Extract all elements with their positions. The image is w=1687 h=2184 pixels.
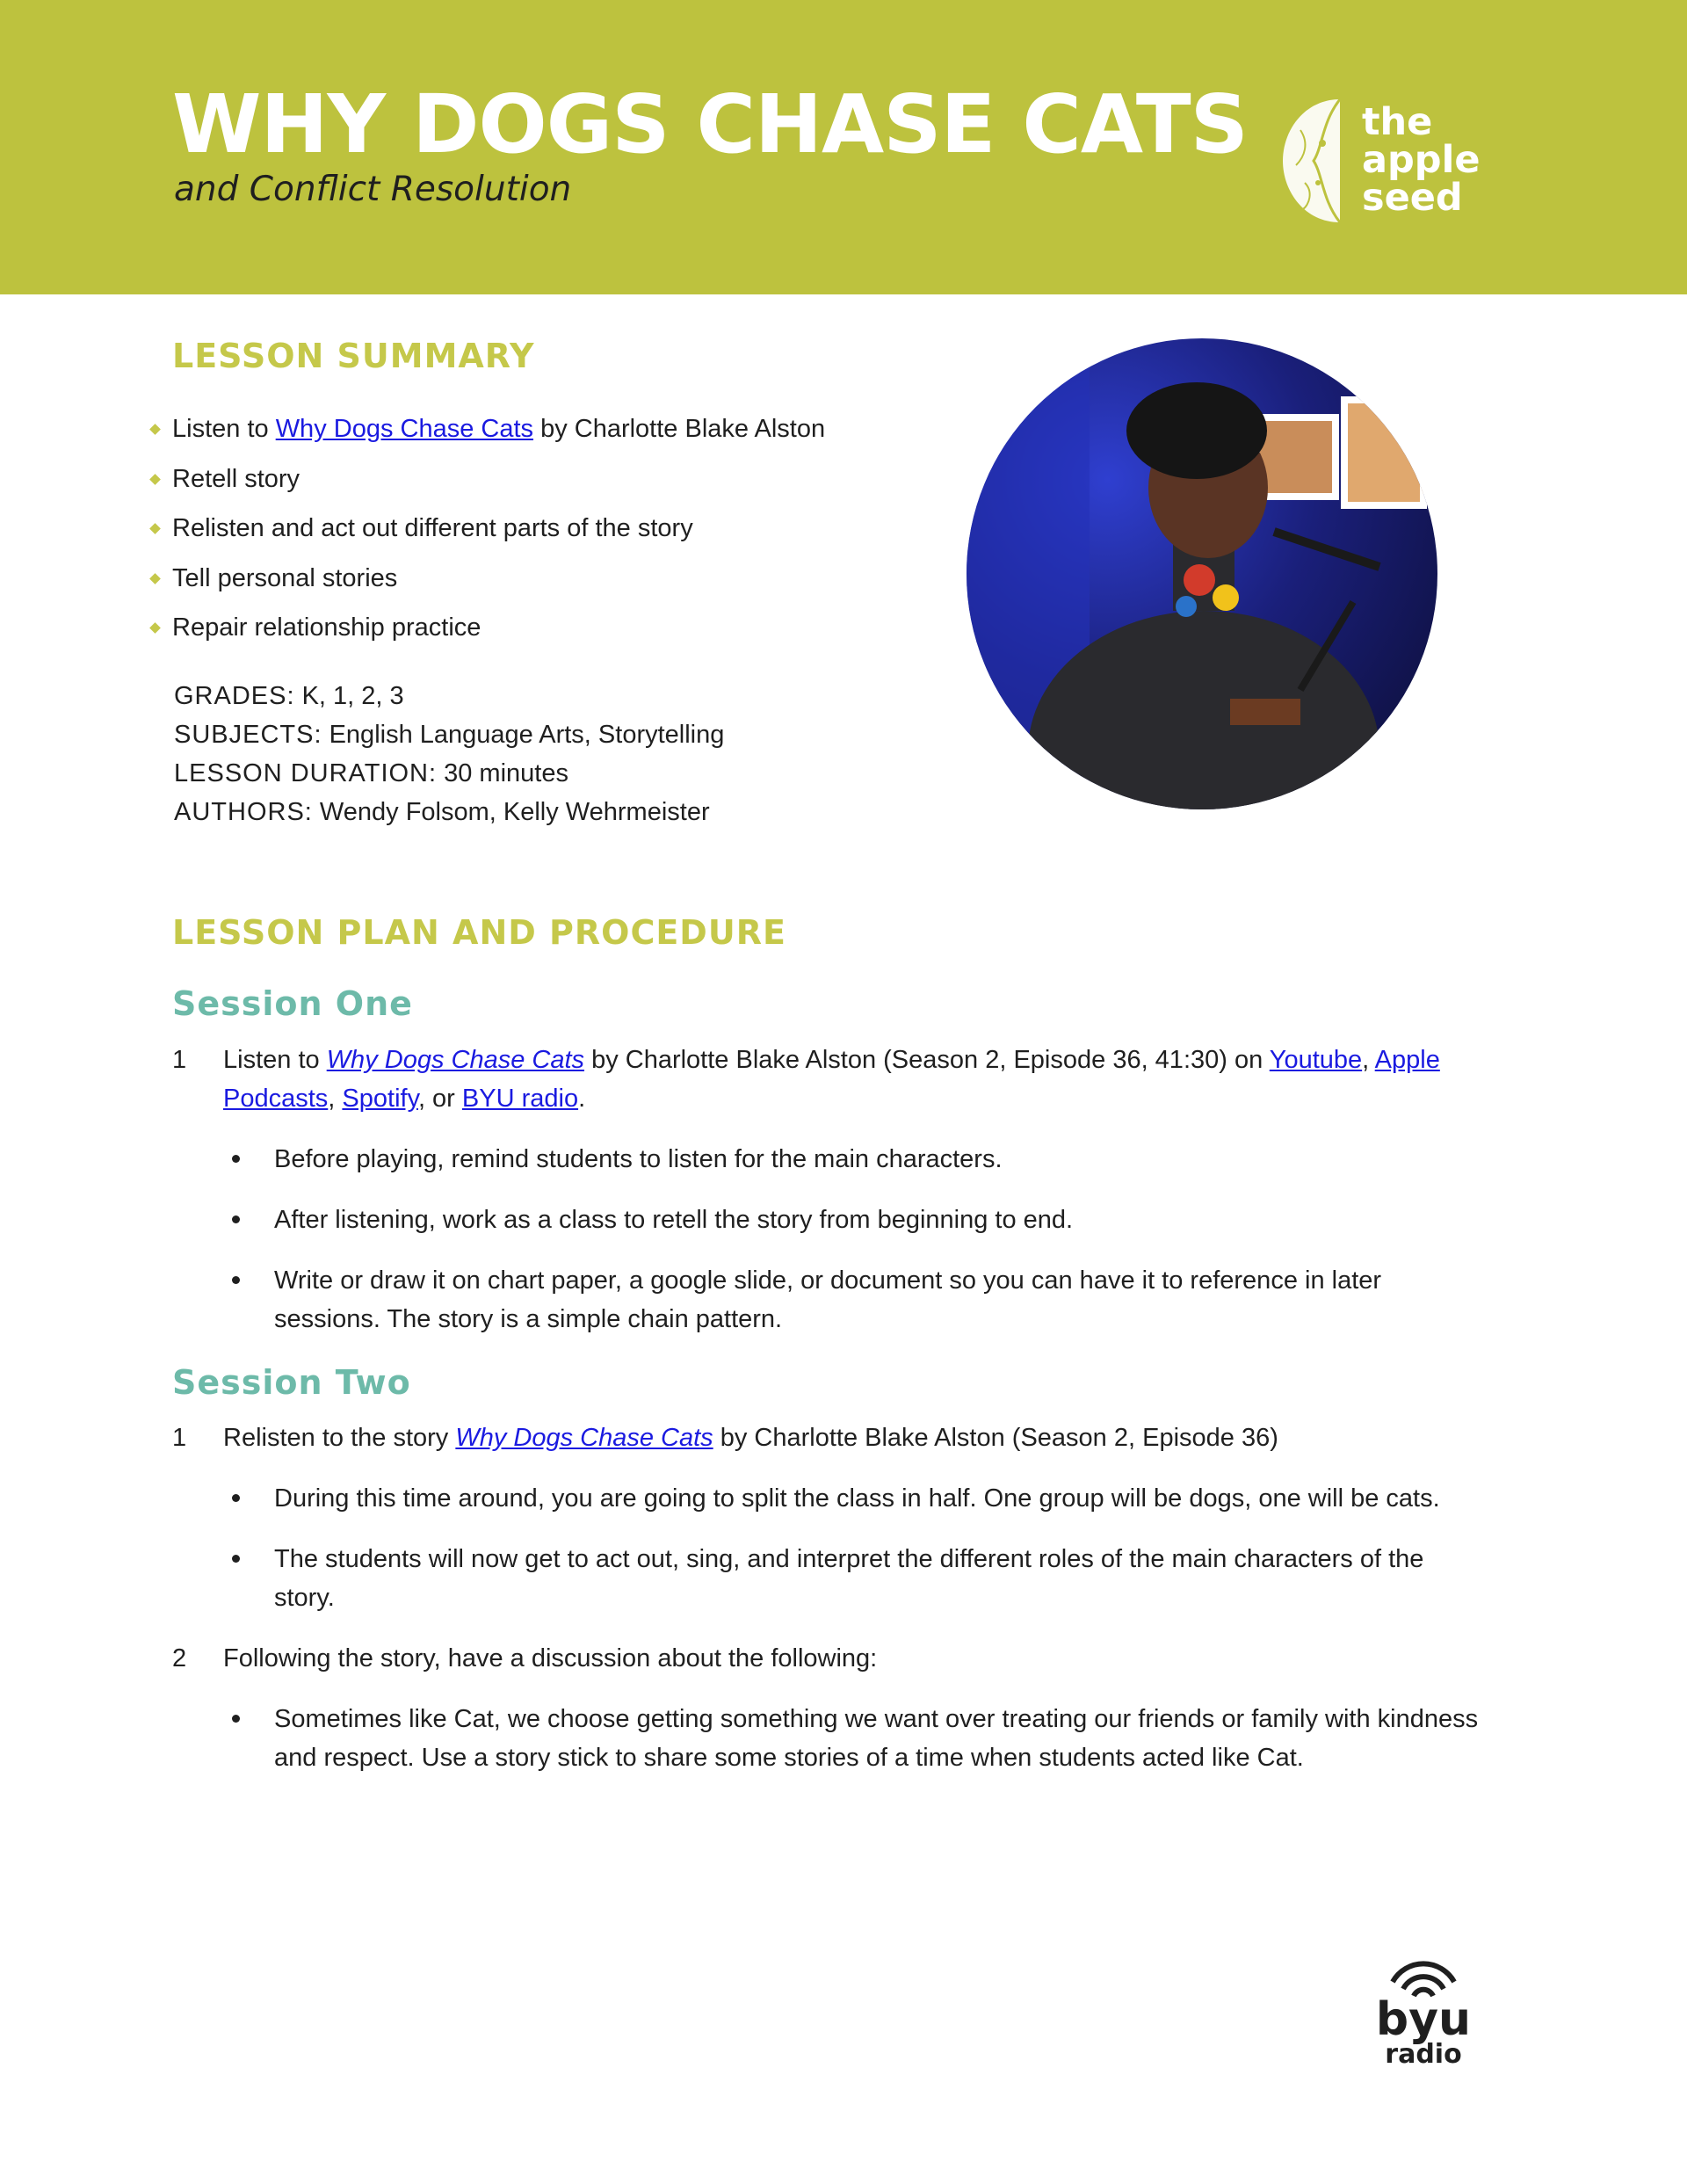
storyteller-illustration (967, 338, 1437, 809)
step-text: , (328, 1085, 343, 1113)
sub-bullet-text: The students will now get to act out, sing, and interpret the different roles of the main characters of the story. (274, 1545, 1424, 1612)
step-number: 1 (172, 1424, 187, 1452)
sub-bullet-text: Sometimes like Cat, we choose getting something we want over treating our friends or family with kindness and respect. Use a story stick to share some stories of a time when students acted like Cat. (274, 1705, 1479, 1772)
summary-item (148, 454, 825, 504)
step-number: 2 (172, 1644, 187, 1672)
logo-line-2: apple (1362, 138, 1481, 182)
spotify-link[interactable]: Spotify (342, 1085, 418, 1113)
lesson-summary-heading: LESSON SUMMARY (172, 337, 535, 375)
step-text: , (1362, 1046, 1375, 1074)
summary-item-text: Repair relationship practice (172, 613, 481, 642)
sub-bullet-text: Write or draw it on chart paper, a google slide, or document so you can have it to reference in later sessions. The story is a simple chain pattern. (274, 1266, 1382, 1333)
sub-bullet-item (172, 1201, 1490, 1239)
sub-bullet-text: During this time around, you are going to split the class in half. One group will be dogs, one will be cats. (274, 1484, 1440, 1513)
summary-list (148, 404, 825, 653)
step-text: Following the story, have a discussion about the following: (223, 1644, 878, 1672)
lesson-plan-heading: LESSON PLAN AND PROCEDURE (172, 913, 786, 952)
sub-bullet-item (172, 1479, 1490, 1518)
step-item (172, 1041, 1490, 1118)
diamond-bullet-icon (149, 523, 161, 534)
story-link[interactable]: Why Dogs Chase Cats (275, 415, 534, 443)
session-two-heading: Session Two (172, 1363, 411, 1402)
meta-duration (174, 754, 724, 793)
bullet-icon (232, 1555, 240, 1563)
story-link[interactable]: Why Dogs Chase Cats (326, 1046, 585, 1074)
sub-bullet-text: After listening, work as a class to retell the story from beginning to end. (274, 1206, 1074, 1234)
bullet-icon (232, 1155, 240, 1163)
summary-item (148, 504, 825, 554)
diamond-bullet-icon (149, 573, 161, 584)
session-two-steps (172, 1419, 1490, 1777)
bullet-icon (232, 1276, 240, 1284)
summary-item-text: Retell story (172, 464, 300, 493)
step-text: by Charlotte Blake Alston (Season 2, Episode 36, 41:30) on (584, 1046, 1270, 1074)
story-link[interactable]: Why Dogs Chase Cats (455, 1424, 713, 1452)
session-one-steps (172, 1041, 1490, 1339)
step-text: . (578, 1085, 586, 1113)
step-item (172, 1419, 1490, 1457)
summary-item-text: by Charlotte Blake Alston (533, 415, 826, 443)
apple-podcasts-link[interactable]: Apple Podcasts (223, 1046, 1440, 1113)
storyteller-photo (967, 338, 1437, 809)
bullet-icon (232, 1494, 240, 1502)
sub-bullet-item (172, 1540, 1490, 1617)
summary-item (148, 603, 825, 653)
meta-authors (174, 793, 724, 831)
summary-item-text: Tell personal stories (172, 563, 398, 592)
radio-wordmark: radio (1385, 2039, 1462, 2070)
session-one-heading: Session One (172, 984, 413, 1023)
meta-label: LESSON DURATION: (174, 759, 438, 787)
sub-bullet-item (172, 1140, 1490, 1179)
bullet-icon (232, 1215, 240, 1223)
step-text: Relisten to the story (223, 1424, 456, 1452)
diamond-bullet-icon (149, 424, 161, 435)
step-text: Listen to (223, 1046, 327, 1074)
meta-label: GRADES: (174, 682, 295, 710)
sub-bullet-item (172, 1700, 1490, 1777)
header-banner (0, 0, 1687, 294)
bullet-icon (232, 1715, 240, 1723)
diamond-bullet-icon (149, 622, 161, 634)
summary-item (148, 554, 825, 604)
meta-value: 30 minutes (437, 759, 568, 787)
logo-line-1: the (1362, 100, 1433, 144)
step-text: , or (417, 1085, 462, 1113)
byu-wordmark: byu (1375, 1993, 1472, 2046)
meta-label: SUBJECTS: (174, 721, 322, 749)
summary-item-text: Listen to (172, 415, 276, 443)
summary-item-text: Relisten and act out different parts of the story (172, 514, 693, 542)
apple-seed-logo-text (1362, 100, 1481, 220)
page-title: WHY DOGS CHASE CATS (172, 77, 1248, 171)
logo-line-3: seed (1362, 176, 1463, 220)
summary-item (148, 404, 825, 454)
diamond-bullet-icon (149, 474, 161, 485)
sub-bullet-item (172, 1261, 1490, 1339)
meta-subjects (174, 715, 724, 754)
sub-bullet-text: Before playing, remind students to listen for the main characters. (274, 1145, 1003, 1173)
meta-value: Wendy Folsom, Kelly Wehrmeister (312, 798, 710, 826)
lesson-meta (174, 677, 724, 831)
meta-grades (174, 677, 724, 715)
byu-radio-logo (1358, 1947, 1489, 2070)
step-text: by Charlotte Blake Alston (Season 2, Episode 36) (713, 1424, 1278, 1452)
meta-value: K, 1, 2, 3 (294, 682, 404, 710)
meta-value: English Language Arts, Storytelling (322, 721, 725, 749)
apple-seed-logo (1278, 95, 1489, 227)
apple-seed-logo-icon (1278, 95, 1349, 227)
step-number: 1 (172, 1046, 187, 1074)
byu-radio-link[interactable]: BYU radio (461, 1085, 579, 1113)
step-item (172, 1639, 1490, 1678)
youtube-link[interactable]: Youtube (1269, 1046, 1363, 1074)
page-subtitle: and Conflict Resolution (174, 170, 572, 209)
byu-radio-logo-icon (1358, 1947, 1489, 2070)
meta-label: AUTHORS: (174, 798, 313, 826)
